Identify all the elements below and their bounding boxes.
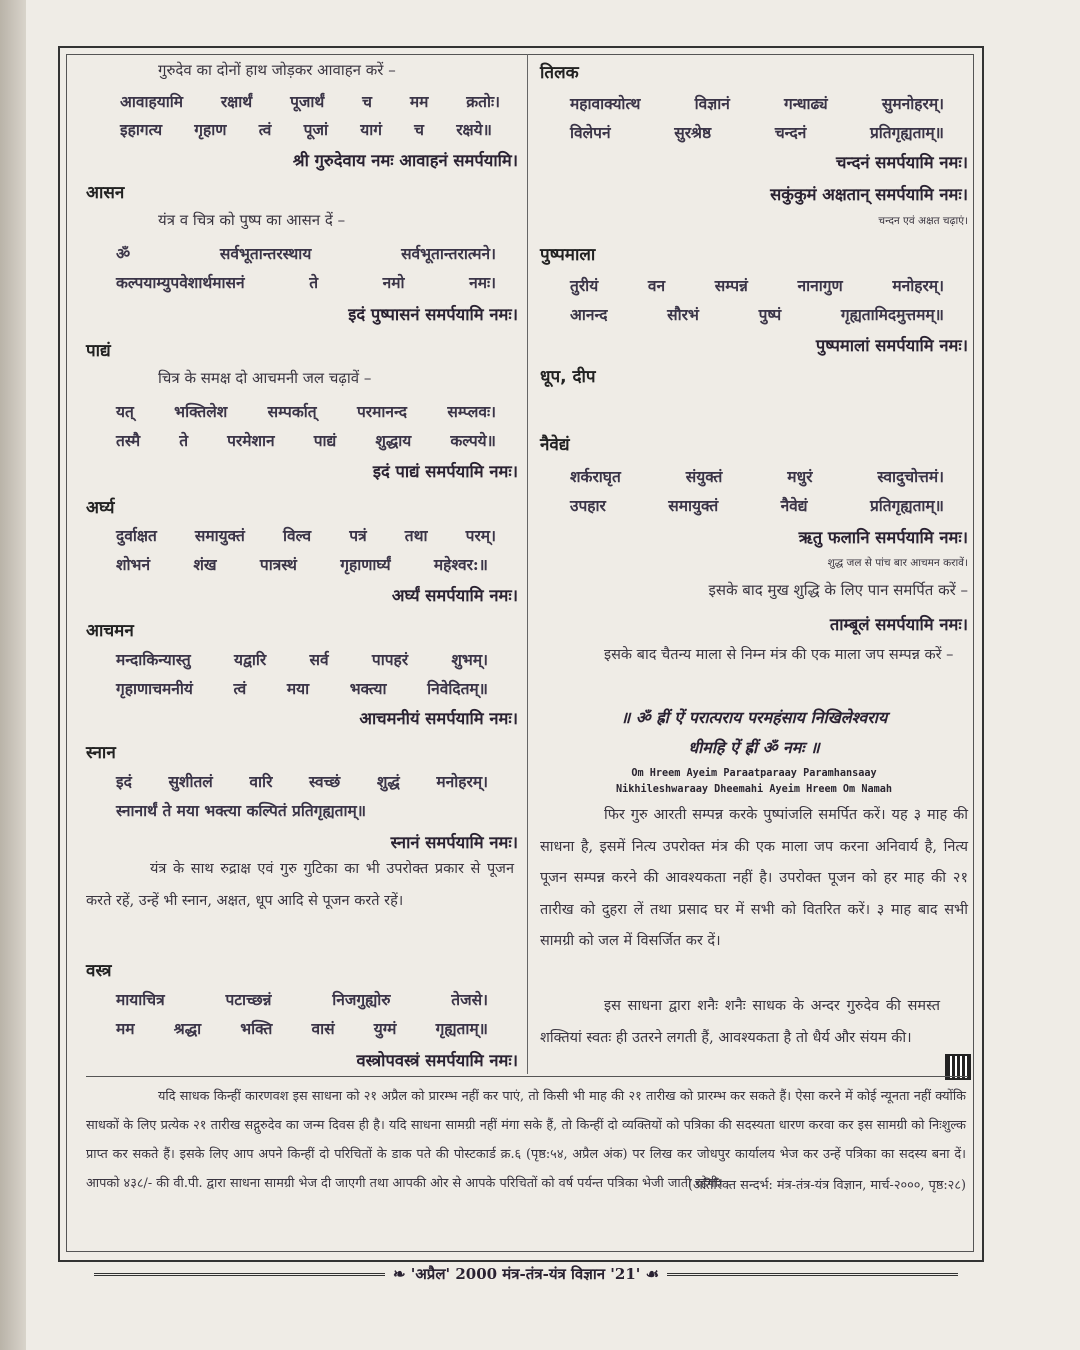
- offering-line: सकुंकुमं अक्षतान् समर्पयामि नमः।: [770, 185, 968, 204]
- paragraph: फिर गुरु आरती सम्पन्न करके पुष्पांजलि समर्पित करें। यह ३ माह की साधना है, इसमें नित्य उपरोक्त मंत्र की एक माला जप करना अनिवार्य है, नित्य पूजन सम्पन्न करने की आवश्यकता नहीं है। उपरोक्त पूजन को हर माह की २१ तारीख को दुहरा लें तथा प्रसाद घर में सभी को वितरित करें। ३ माह बाद सभी सामग्री को जल में विसर्जित कर दें।: [540, 807, 968, 949]
- column-divider: [527, 54, 528, 1074]
- section-heading-tilak: तिलक: [540, 63, 579, 83]
- page-spine: [0, 0, 26, 1350]
- section-heading-padya: पाद्यं: [86, 341, 111, 361]
- mantra-line: धीमहि ऐं ह्रीं ॐ नमः ॥: [688, 738, 820, 757]
- instruction: चित्र के समक्ष दो आचमनी जल चढ़ावें –: [158, 369, 372, 387]
- section-heading-achaman: आचमन: [86, 621, 134, 641]
- verse-line: उपहार समायुक्तं नैवेद्यं प्रतिगृह्यताम्॥: [570, 496, 944, 515]
- section-heading-arghya: अर्घ्य: [86, 498, 115, 518]
- offering-line: अर्घ्यं समर्पयामि नमः।: [391, 586, 518, 605]
- footer-text: ❧ 'अप्रैल' 2000 मंत्र-तंत्र-यंत्र विज्ञान '21' ☙: [392, 1265, 660, 1283]
- verse-line: कल्पयाम्युपवेशार्थमासनं ते नमो नमः।: [116, 273, 496, 292]
- section-divider: [86, 1076, 968, 1077]
- verse-line: तुरीयं वन सम्पन्नं नानागुण मनोहरम्।: [570, 276, 944, 295]
- verse-line: शोभनं शंख पात्रस्थं गृहाणार्घ्यं महेश्वर:॥: [116, 555, 488, 574]
- verse-line: मम श्रद्धा भक्ति वासं युग्मं गृह्यताम्॥: [116, 1019, 488, 1038]
- verse-line: इदं सुशीतलं वारि स्वच्छं शुद्धं मनोहरम्।: [116, 772, 488, 791]
- offering-line: वस्त्रोपवस्त्रं समर्पयामि नमः।: [356, 1051, 518, 1070]
- paragraph: यंत्र के साथ रुद्राक्ष एवं गुरु गुटिका का भी उपरोक्त प्रकार से पूजन करते रहें, उन्हें भी स्नान, अक्षत, धूप आदि से पूजन करते रहें।: [86, 861, 514, 909]
- verse-line: शर्कराघृत संयुक्तं मधुरं स्वादुचोत्तमं।: [570, 467, 944, 486]
- offering-line: ताम्बूलं समर्पयामि नमः।: [829, 615, 968, 634]
- transliteration-line: Om Hreem Ayeim Paraatparaay Paramhansaay: [631, 768, 877, 779]
- section-heading-pushpmala: पुष्पमाला: [540, 245, 596, 265]
- verse-line: यत् भक्तिलेश सम्पर्कात् परमानन्द सम्प्लवः।: [116, 402, 496, 421]
- offering-line: पुष्पमालां समर्पयामि नमः।: [815, 336, 968, 355]
- section-heading-dhoop-deep: धूप, दीप: [540, 367, 596, 387]
- avahan-instruction: गुरुदेव का दोनों हाथ जोड़कर आवाहन करें –: [158, 61, 396, 79]
- verse-line: विलेपनं सुरश्रेष्ठ चन्दनं प्रतिगृह्यताम्॥: [570, 123, 944, 142]
- instruction: इसके बाद मुख शुद्धि के लिए पान समर्पित करें –: [708, 581, 968, 599]
- verse-line: मायाचित्र पटाच्छन्नं निजगुह्योरु तेजसे।: [116, 990, 488, 1009]
- section-heading-asan: आसन: [86, 183, 125, 203]
- verse-line: ॐ सर्वभूतान्तरस्थाय सर्वभूतान्तरात्मने।: [116, 244, 496, 263]
- verse-line: मन्दाकिन्यास्तु यद्वारि सर्व पापहरं शुभम्।: [116, 650, 488, 669]
- reference-note: (अतिरिक्त सन्दर्भ: मंत्र-तंत्र-यंत्र विज्ञान, मार्च-२०००, पृष्ठ:२८): [688, 1178, 966, 1193]
- footer-rule: [94, 1273, 385, 1276]
- section-heading-snan: स्नान: [86, 743, 116, 763]
- paragraph: इस साधना द्वारा शनैः शनैः साधक के अन्दर गुरुदेव की समस्त शक्तियां स्वतः ही उतरने लगती हैं, आवश्यकता है तो धैर्य और संयम की।: [540, 998, 940, 1046]
- section-heading-naivedya: नैवेद्यं: [540, 435, 570, 455]
- paragraph: इसके बाद चैतन्य माला से निम्न मंत्र की एक माला जप सम्पन्न करें –: [604, 647, 954, 663]
- verse-line: आनन्द सौरभं पुष्पं गृह्यतामिदमुत्तमम्॥: [570, 305, 944, 324]
- instruction: यंत्र व चित्र को पुष्प का आसन दें –: [158, 211, 346, 229]
- bottom-note-text: यदि साधक किन्हीं कारणवश इस साधना को २१ अप्रैल को प्रारम्भ नहीं कर पाएं, तो किसी भी माह की २१ तारीख को प्रारम्भ कर सकते हैं। ऐसा करने में कोई न्यूनता नहीं क्योंकि साधकों के लिए प्रत्येक २१ तारीख सद्गुरुदेव का जन्म दिवस ही है। यदि साधना सामग्री नहीं मंगा सके हैं, तो किन्हीं दो व्यक्तियों को पत्रिका की सदस्यता धारण करवा कर इस सामग्री को निःशुल्क प्राप्त कर सकते हैं। इसके लिए आप अपने किन्हीं दो परिचितों के डाक पते की पोस्टकार्ड क्र.६ (पृष्ठ:५४, अप्रैल अंक) पर लिख कर जोधपुर कार्यालय भेज कर उन्हें पत्रिका का सदस्य बना दें। आपको ४३८/- की वी.पी. द्वारा साधना सामग्री भेज दी जाएगी तथा आपकी ओर से आपके परिचितों को वर्ष पर्यन्त पत्रिका भेजी जाती रहेगी।: [86, 1089, 967, 1191]
- verse-line: महावाक्योत्थ विज्ञानं गन्धाढ्यं सुमनोहरम्।: [570, 94, 944, 113]
- offering-line: श्री गुरुदेवाय नमः आवाहनं समर्पयामि।: [292, 151, 518, 170]
- offering-line: आचमनीयं समर्पयामि नमः।: [359, 709, 518, 728]
- offering-line: इदं पुष्पासनं समर्पयामि नमः।: [348, 305, 518, 324]
- offering-line: चन्दनं समर्पयामि नमः।: [836, 153, 968, 172]
- section-heading-vastra: वस्त्र: [86, 961, 112, 981]
- verse-line: इहागत्य गृहाण त्वं पूजां यागं च रक्षये॥: [120, 120, 492, 139]
- transliteration-line: Nikhileshwaraay Dheemahi Ayeim Hreem Om Namah: [615, 784, 892, 795]
- offering-line: ऋतु फलानि समर्पयामि नमः।: [798, 528, 968, 547]
- small-note: शुद्ध जल से पांच बार आचमन करावें।: [827, 557, 968, 569]
- offering-line: स्नानं समर्पयामि नमः।: [390, 833, 518, 852]
- verse-line: गृहाणाचमनीयं त्वं मया भक्त्या निवेदितम्॥: [116, 679, 488, 698]
- verse-line: तस्मै ते परमेशान पाद्यं शुद्धाय कल्पये॥: [116, 431, 496, 450]
- page-footer: [86, 1262, 966, 1286]
- verse-line: दुर्वाक्षत समायुक्तं विल्व पत्रं तथा परम्।: [116, 526, 496, 545]
- verse-line: स्नानार्थं ते मया भक्त्या कल्पितं प्रतिगृह्यताम्॥: [116, 801, 367, 820]
- mantra-line: ॥ ॐ ह्रीं ऐं परात्पराय परमहंसाय निखिलेश्वराय: [620, 708, 888, 727]
- footer-rule: [667, 1273, 958, 1276]
- small-note: चन्दन एवं अक्षत चढ़ाएं।: [878, 215, 968, 227]
- bottom-note-box: [86, 1082, 966, 1198]
- offering-line: इदं पाद्यं समर्पयामि नमः।: [372, 462, 518, 481]
- verse-line: आवाहयामि रक्षार्थं पूजार्थं च मम क्रतोः।: [120, 92, 500, 111]
